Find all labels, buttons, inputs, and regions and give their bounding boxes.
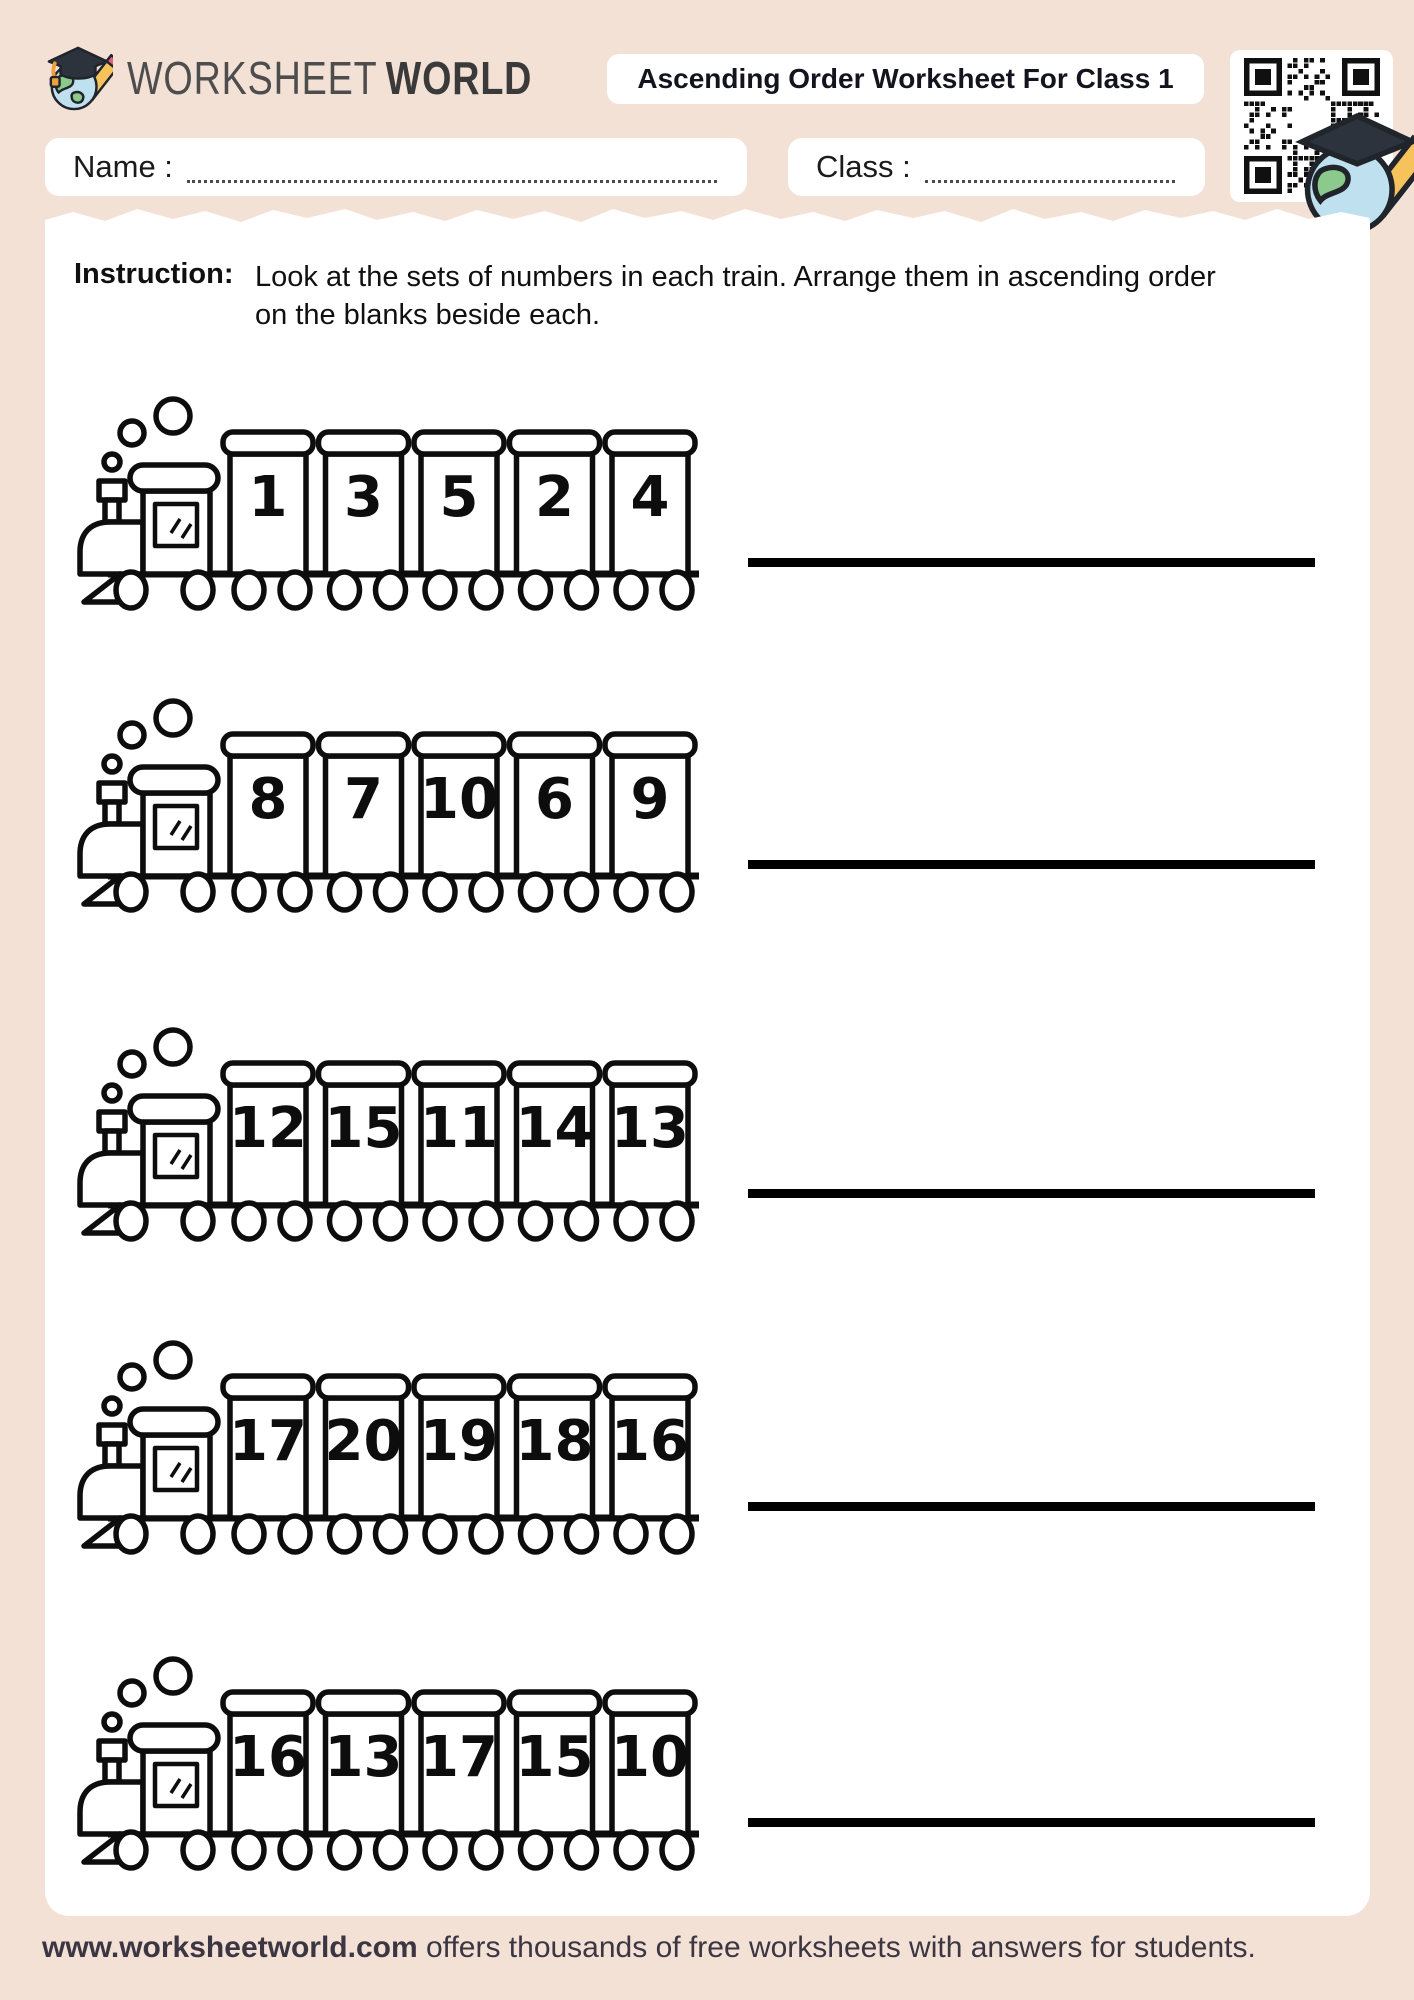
wheel-icon: [521, 874, 551, 910]
wheel-icon: [521, 572, 551, 608]
car-roof: [605, 1692, 695, 1714]
chimney-stem: [105, 1131, 119, 1153]
worksheet-title-banner: [607, 54, 1204, 104]
cab-roof: [130, 1725, 218, 1751]
cab-roof: [130, 767, 218, 793]
instruction-block: [74, 258, 1314, 334]
wheel-icon: [662, 572, 692, 608]
train-row-2: [58, 684, 1358, 924]
smoke-puff-icon: [156, 1343, 190, 1377]
footer-text: offers thousands of free worksheets with answers for students.: [417, 1931, 1256, 1964]
wheel-icon: [471, 1832, 501, 1868]
car-number: 5: [439, 465, 479, 530]
wheel-icon: [234, 1832, 264, 1868]
answer-line-2[interactable]: [748, 860, 1315, 869]
brand-name-light: WORKSHEET: [127, 52, 378, 104]
wheel-icon: [616, 1832, 646, 1868]
wheel-icon: [116, 1516, 146, 1552]
smoke-puff-icon: [156, 1030, 190, 1064]
chimney-stem: [105, 500, 119, 522]
car-roof: [605, 1063, 695, 1085]
car-number: 17: [229, 1409, 307, 1474]
wheel-icon: [521, 1832, 551, 1868]
smoke-puff-icon: [156, 399, 190, 433]
car-number: 19: [420, 1409, 498, 1474]
wheel-icon: [116, 1832, 146, 1868]
wheel-icon: [567, 874, 597, 910]
chimney-stem: [105, 802, 119, 824]
brand-name-bold: WORLD: [385, 52, 533, 104]
car-roof: [605, 734, 695, 756]
smoke-puff-icon: [120, 1681, 144, 1705]
car-number: 11: [420, 1096, 498, 1161]
train-illustration: [58, 382, 703, 614]
train-illustration: [58, 1326, 703, 1558]
wheel-icon: [425, 1203, 455, 1239]
car-roof: [414, 734, 504, 756]
car-roof: [510, 1063, 600, 1085]
cab-roof: [130, 1096, 218, 1122]
chimney-stem: [105, 1760, 119, 1782]
car-number: 14: [515, 1096, 594, 1161]
wheel-icon: [116, 572, 146, 608]
name-write-line[interactable]: [187, 153, 717, 183]
wheel-icon: [471, 572, 501, 608]
car-number: 18: [515, 1409, 594, 1474]
car-number: 16: [611, 1409, 689, 1474]
answer-line-5[interactable]: [748, 1818, 1315, 1827]
wheel-icon: [662, 874, 692, 910]
train-2: [58, 684, 703, 916]
cab-roof: [130, 465, 218, 491]
car-roof: [223, 1376, 313, 1398]
class-label: Class :: [816, 149, 911, 184]
smoke-puff-icon: [104, 1085, 120, 1101]
smoke-puff-icon: [120, 723, 144, 747]
wheel-icon: [616, 874, 646, 910]
car-roof: [510, 1376, 600, 1398]
car-roof: [223, 432, 313, 454]
wheel-icon: [376, 874, 406, 910]
car-number: 9: [630, 767, 670, 832]
wheel-icon: [616, 1203, 646, 1239]
wheel-icon: [183, 874, 213, 910]
train-4: [58, 1326, 703, 1558]
chimney-icon: [99, 481, 125, 500]
car-number: 10: [611, 1725, 689, 1790]
smoke-puff-icon: [120, 1365, 144, 1389]
qr-code: [1230, 50, 1393, 202]
wheel-icon: [280, 572, 310, 608]
car-number: 2: [535, 465, 574, 530]
train-row-1: [58, 382, 1358, 622]
train-row-4: [58, 1326, 1358, 1566]
wheel-icon: [280, 874, 310, 910]
car-roof: [223, 1692, 313, 1714]
wheel-icon: [425, 1516, 455, 1552]
car-roof: [319, 1063, 409, 1085]
wheel-icon: [567, 1516, 597, 1552]
torn-paper-edge: [45, 206, 1370, 232]
class-write-line[interactable]: [925, 153, 1175, 183]
wheel-icon: [567, 1832, 597, 1868]
chimney-stem: [105, 1444, 119, 1466]
wheel-icon: [280, 1203, 310, 1239]
smoke-puff-icon: [120, 421, 144, 445]
train-illustration: [58, 684, 703, 916]
car-roof: [414, 432, 504, 454]
smoke-puff-icon: [156, 1659, 190, 1693]
wheel-icon: [376, 1832, 406, 1868]
wheel-icon: [234, 1203, 264, 1239]
car-number: 12: [229, 1096, 307, 1161]
train-3: [58, 1013, 703, 1245]
smoke-puff-icon: [104, 1398, 120, 1414]
boiler: [80, 824, 143, 876]
car-roof: [414, 1692, 504, 1714]
car-roof: [605, 432, 695, 454]
car-number: 4: [630, 465, 670, 530]
car-roof: [223, 1063, 313, 1085]
wheel-icon: [330, 1203, 360, 1239]
smoke-puff-icon: [104, 454, 120, 470]
car-number: 16: [229, 1725, 307, 1790]
car-roof: [510, 432, 600, 454]
chimney-icon: [99, 1112, 125, 1131]
wheel-icon: [183, 1516, 213, 1552]
brand-logo: [45, 42, 621, 114]
car-number: 20: [324, 1409, 403, 1474]
wheel-icon: [330, 1516, 360, 1552]
car-roof: [510, 1692, 600, 1714]
wheel-icon: [183, 1203, 213, 1239]
smoke-puff-icon: [156, 701, 190, 735]
class-field: [788, 138, 1205, 196]
wheel-icon: [183, 572, 213, 608]
wheel-icon: [471, 874, 501, 910]
footer-note: [42, 1931, 1372, 1965]
boiler: [80, 1466, 143, 1518]
locomotive: [80, 1030, 218, 1239]
chimney-icon: [99, 1741, 125, 1760]
instruction-text: Look at the sets of numbers in each train. Arrange them in ascending order on the blanks beside each.: [255, 261, 1216, 331]
smoke-puff-icon: [120, 1052, 144, 1076]
worksheet-title: Ascending Order Worksheet For Class 1: [637, 63, 1174, 94]
car-number: 3: [344, 465, 383, 530]
wheel-icon: [116, 874, 146, 910]
brand-wordmark: [127, 51, 532, 105]
car-number: 13: [324, 1725, 403, 1790]
wheel-icon: [425, 874, 455, 910]
answer-line-3[interactable]: [748, 1189, 1315, 1198]
boiler: [80, 1153, 143, 1205]
car-roof: [223, 734, 313, 756]
train-5: [58, 1642, 703, 1874]
locomotive: [80, 1343, 218, 1552]
wheel-icon: [234, 874, 264, 910]
wheel-icon: [567, 1203, 597, 1239]
smoke-puff-icon: [104, 756, 120, 772]
car-roof: [510, 734, 600, 756]
car-roof: [605, 1376, 695, 1398]
car-number: 13: [611, 1096, 689, 1161]
car-number: 15: [515, 1725, 594, 1790]
wheel-icon: [330, 1832, 360, 1868]
boiler: [80, 522, 143, 574]
car-number: 6: [535, 767, 574, 832]
wheel-icon: [376, 1203, 406, 1239]
wheel-icon: [521, 1516, 551, 1552]
wheel-icon: [471, 1203, 501, 1239]
instruction-label: Instruction:: [74, 258, 234, 290]
wheel-icon: [616, 572, 646, 608]
answer-line-1[interactable]: [748, 558, 1315, 567]
wheel-icon: [425, 1832, 455, 1868]
car-number: 15: [324, 1096, 403, 1161]
wheel-icon: [183, 1832, 213, 1868]
name-field: [45, 138, 747, 196]
car-roof: [319, 1692, 409, 1714]
wheel-icon: [234, 1516, 264, 1552]
globe-graduation-cap-pencil-icon: [45, 42, 113, 114]
car-roof: [414, 1063, 504, 1085]
name-label: Name :: [73, 149, 173, 184]
wheel-icon: [567, 572, 597, 608]
wheel-icon: [376, 572, 406, 608]
car-roof: [319, 1376, 409, 1398]
boiler: [80, 1782, 143, 1834]
train-1: [58, 382, 703, 614]
locomotive: [80, 399, 218, 608]
car-number: 10: [420, 767, 498, 832]
car-roof: [414, 1376, 504, 1398]
wheel-icon: [471, 1516, 501, 1552]
train-illustration: [58, 1013, 703, 1245]
train-row-3: [58, 1013, 1358, 1253]
wheel-icon: [330, 874, 360, 910]
wheel-icon: [425, 572, 455, 608]
locomotive: [80, 701, 218, 910]
wheel-icon: [280, 1832, 310, 1868]
wheel-icon: [376, 1516, 406, 1552]
wheel-icon: [234, 572, 264, 608]
wheel-icon: [662, 1516, 692, 1552]
locomotive: [80, 1659, 218, 1868]
chimney-icon: [99, 783, 125, 802]
smoke-puff-icon: [104, 1714, 120, 1730]
answer-line-4[interactable]: [748, 1502, 1315, 1511]
car-number: 1: [248, 465, 288, 530]
car-roof: [319, 432, 409, 454]
wheel-icon: [662, 1203, 692, 1239]
chimney-icon: [99, 1425, 125, 1444]
car-roof: [319, 734, 409, 756]
car-number: 17: [420, 1725, 498, 1790]
car-number: 8: [248, 767, 288, 832]
footer-link[interactable]: www.worksheetworld.com: [42, 1931, 418, 1964]
wheel-icon: [662, 1832, 692, 1868]
wheel-icon: [280, 1516, 310, 1552]
wheel-icon: [521, 1203, 551, 1239]
car-number: 7: [344, 767, 383, 832]
wheel-icon: [330, 572, 360, 608]
train-illustration: [58, 1642, 703, 1874]
wheel-icon: [616, 1516, 646, 1552]
cab-roof: [130, 1409, 218, 1435]
wheel-icon: [116, 1203, 146, 1239]
train-row-5: [58, 1642, 1358, 1882]
